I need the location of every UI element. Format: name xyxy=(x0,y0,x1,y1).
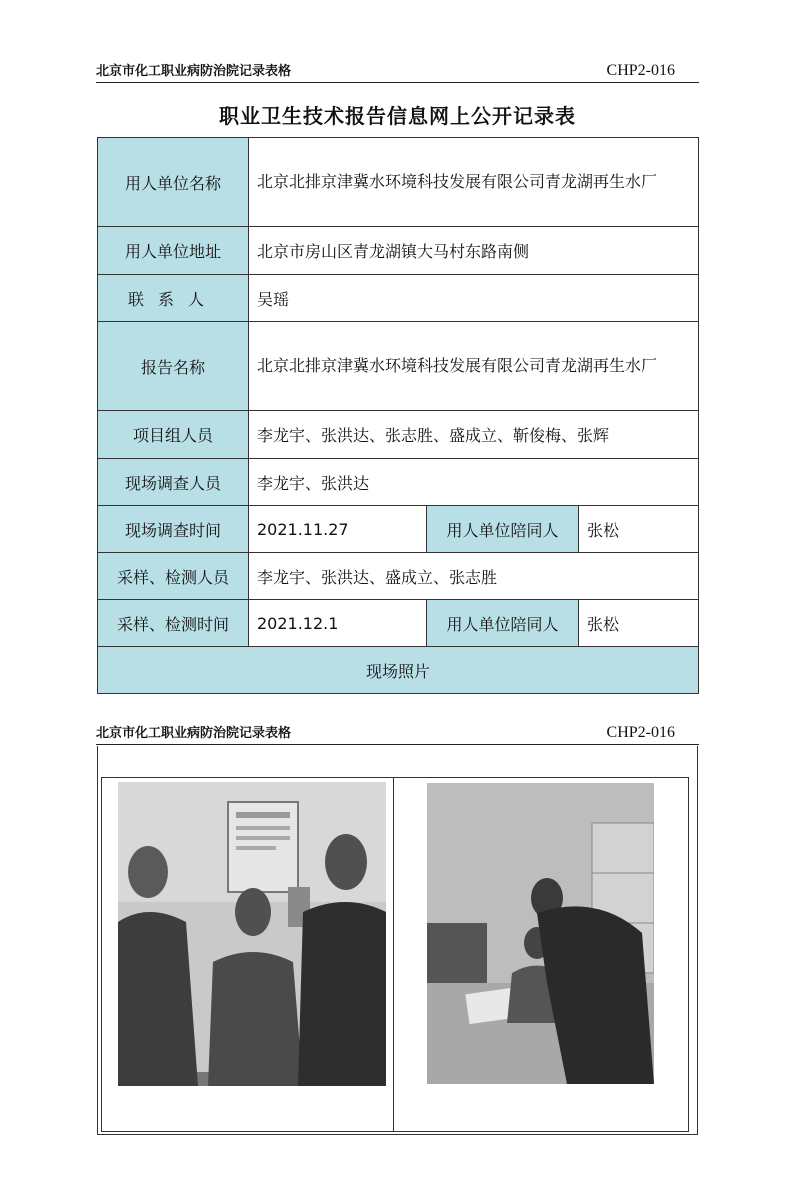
survey-staff-label: 现场调查人员 xyxy=(98,459,249,506)
header-org: 北京市化工职业病防治院记录表格 xyxy=(96,64,292,79)
table-row xyxy=(98,227,699,275)
report-name-value: 北京北排京津冀水环境科技发展有限公司青龙湖再生水厂 xyxy=(249,322,699,411)
survey-staff-value: 李龙宇、张洪达 xyxy=(249,459,699,506)
contact-value: 吴瑶 xyxy=(249,275,699,322)
sampling-staff-label: 采样、检测人员 xyxy=(98,553,249,600)
project-members-label: 项目组人员 xyxy=(98,411,249,459)
employer-address-label: 用人单位地址 xyxy=(98,227,249,275)
site-photo-group xyxy=(118,782,386,1086)
table-row xyxy=(98,322,699,411)
sampling-time-label: 采样、检测时间 xyxy=(98,600,249,647)
sampling-companion-label: 用人单位陪同人 xyxy=(427,600,579,647)
survey-companion-value: 张松 xyxy=(579,506,699,553)
photo-divider xyxy=(393,777,394,1132)
header-org: 北京市化工职业病防治院记录表格 xyxy=(96,726,292,741)
project-members-value: 李龙宇、张洪达、张志胜、盛成立、靳俊梅、张辉 xyxy=(249,411,699,459)
survey-companion-label: 用人单位陪同人 xyxy=(427,506,579,553)
sampling-staff-value: 李龙宇、张洪达、盛成立、张志胜 xyxy=(249,553,699,600)
page-header xyxy=(96,58,699,83)
table-row xyxy=(98,553,699,600)
table-row xyxy=(98,600,699,647)
table-row xyxy=(98,647,699,694)
survey-time-value: 2021.11.27 xyxy=(249,506,427,553)
sampling-time-value: 2021.12.1 xyxy=(249,600,427,647)
table-row xyxy=(98,138,699,227)
sampling-companion-value: 张松 xyxy=(579,600,699,647)
table-row xyxy=(98,459,699,506)
table-row xyxy=(98,506,699,553)
contact-label: 联系人 xyxy=(98,275,249,322)
employer-name-value: 北京北排京津冀水环境科技发展有限公司青龙湖再生水厂 xyxy=(249,138,699,227)
site-photo-office xyxy=(427,783,654,1084)
header-code: CHP2-016 xyxy=(606,724,675,741)
header-code: CHP2-016 xyxy=(606,62,675,79)
employer-name-label: 用人单位名称 xyxy=(98,138,249,227)
table-row xyxy=(98,411,699,459)
report-name-label: 报告名称 xyxy=(98,322,249,411)
page-title: 职业卫生技术报告信息网上公开记录表 xyxy=(219,104,576,128)
table-row xyxy=(98,275,699,322)
survey-time-label: 现场调查时间 xyxy=(98,506,249,553)
employer-address-value: 北京市房山区青龙湖镇大马村东路南侧 xyxy=(249,227,699,275)
page-header-2 xyxy=(96,720,699,745)
record-table xyxy=(97,137,699,694)
photos-label: 现场照片 xyxy=(98,647,699,694)
